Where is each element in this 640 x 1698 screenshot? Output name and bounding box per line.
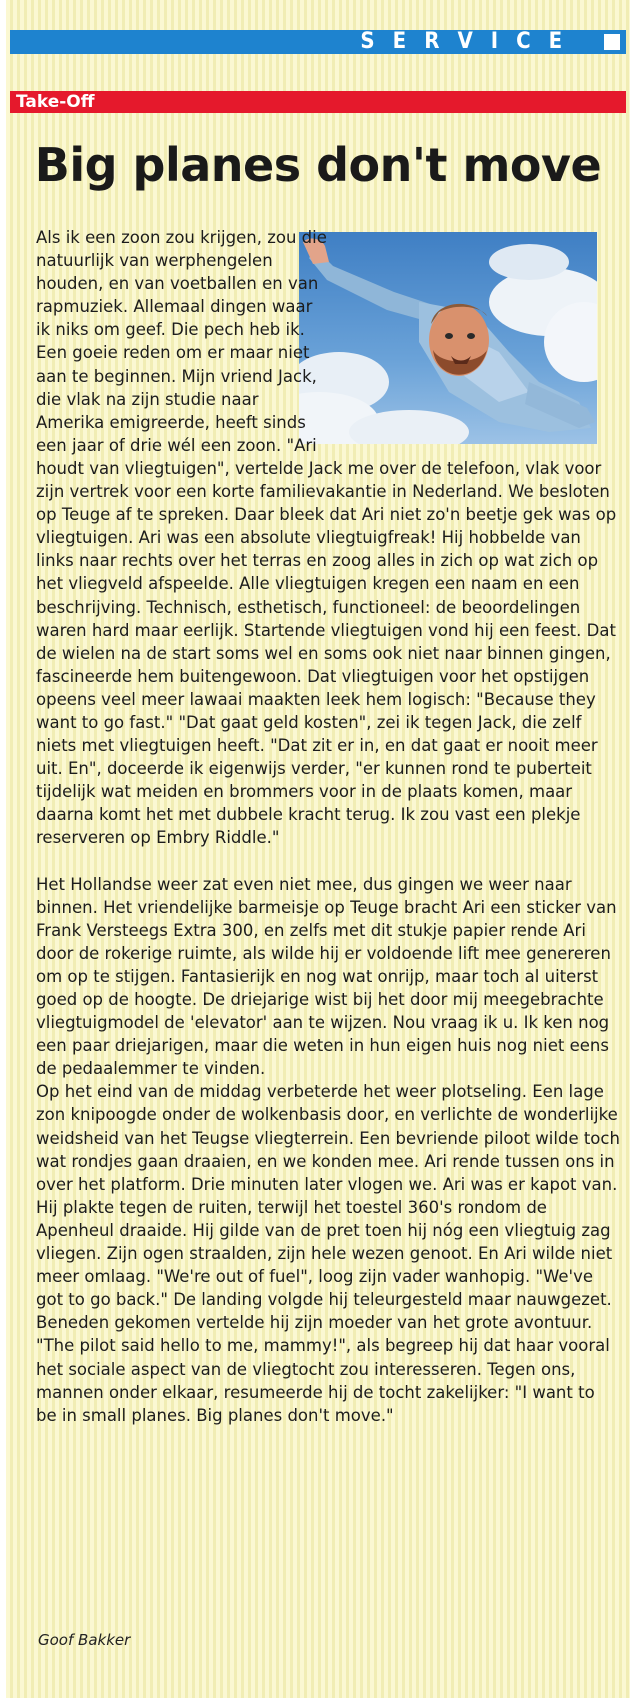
banner-square-icon xyxy=(604,34,620,50)
photo-wrap-spacer xyxy=(328,226,620,454)
article-body xyxy=(36,226,620,1427)
author-byline: Goof Bakker xyxy=(38,1631,131,1649)
service-banner xyxy=(10,30,626,54)
paragraph: Als ik een zoon zou krijgen, zou die natuurlijk van werphengelen houden, en van voetballen en van rapmuziek. Allemaal dingen waar ik niks om geef. Die pech heb ik. Een goeie reden om er maar niet aan te beginnen. Mijn vriend Jack, die vlak na zijn studie naar Amerika emigreerde, heeft sinds een jaar of drie wél een zoon. "Ari houdt van vliegtuigen", vertelde Jack me over de telefoon, vlak voor zijn vertrek voor een korte familievakantie in Nederland. We besloten op Teuge af te spreken. Daar bleek dat Ari niet zo'n beetje gek was op vliegtuigen. Ari was een absolute vliegtuigfreak! Hij hobbelde van links naar rechts over het terras en zoog alles in zich op wat zich op het vliegveld afspeelde. Alle vliegtuigen kregen een naam en een beschrijving. Technisch, esthetisch, functioneel: de beoordelingen waren hard maar eerlijk. Startende vliegtuigen vond hij een feest. Dat de wielen na de start soms wel en soms ook niet naar binnen gingen, fascineerde hem buitengewoon. Dat vliegtuigen voor het opstijgen opeens veel meer lawaai maakten leek hem logisch: "Because they want to go fast." "Dat gaat geld kosten", zei ik tegen Jack, die zelf niets met vliegtuigen heeft. "Dat zit er in, en dat gaat er nooit meer uit. En", doceerde ik eigenwijs verder, "er kunnen rond te puberteit tijdelijk wat meiden en brommers voor in de plaats komen, maar daarna komt het met dubbele kracht terug. Ik zou vast een plekje reserveren op Embry Riddle." xyxy=(36,228,617,848)
section-banner xyxy=(10,91,626,113)
service-label: SERVICE xyxy=(360,29,580,54)
section-label: Take-Off xyxy=(16,92,95,112)
article-title: Big planes don't move xyxy=(34,138,602,192)
paragraph: Op het eind van de middag verbeterde het weer plotseling. Een lage zon knipoogde onder de wolkenbasis door, en verlichte de wonderlijke weidsheid van het Teugse vliegterrein. Een bevriende piloot wilde toch wat rondjes gaan draaien, en we konden mee. Ari rende tussen ons in over het platform. Drie minuten later vlogen we. Ari was er kapot van. Hij plakte tegen de ruiten, terwijl het toestel 360's rondom de Apenheul draaide. Hij gilde van de pret toen hij nóg een vliegtuig zag vliegen. Zijn ogen straalden, zijn hele wezen genoot. En Ari wilde niet meer omlaag. "We're out of fuel", loog zijn vader wanhopig. "We've got to go back." De landing volgde hij teleurgesteld maar nauwgezet. Beneden gekomen vertelde hij zijn moeder van het grote avontuur. "The pilot said hello to me, mammy!", als begreep hij dat haar vooral het sociale aspect van de vliegtocht zou interesseren. Tegen ons, mannen onder elkaar, resumeerde hij de tocht zakelijker: "I want to be in small planes. Big planes don't move." xyxy=(36,1082,620,1425)
paragraph: Het Hollandse weer zat even niet mee, dus gingen we weer naar binnen. Het vriendelijke barmeisje op Teuge bracht Ari een sticker van Frank Versteegs Extra 300, en zelfs met dit stukje papier rende Ari door de rokerige ruimte, als wilde hij er voldoende lift mee genereren om op te stijgen. Fantasierijk en nog wat onrijp, maar toch al uiterst goed op de hoogte. De driejarige wist bij het door mij meegebrachte vliegtuigmodel de 'elevator' aan te wijzen. Nou vraag ik u. Ik ken nog een paar driejarigen, maar die weten in hun eigen huis nog niet eens de pedaalemmer te vinden. xyxy=(36,874,617,1079)
magazine-page xyxy=(6,0,630,1698)
